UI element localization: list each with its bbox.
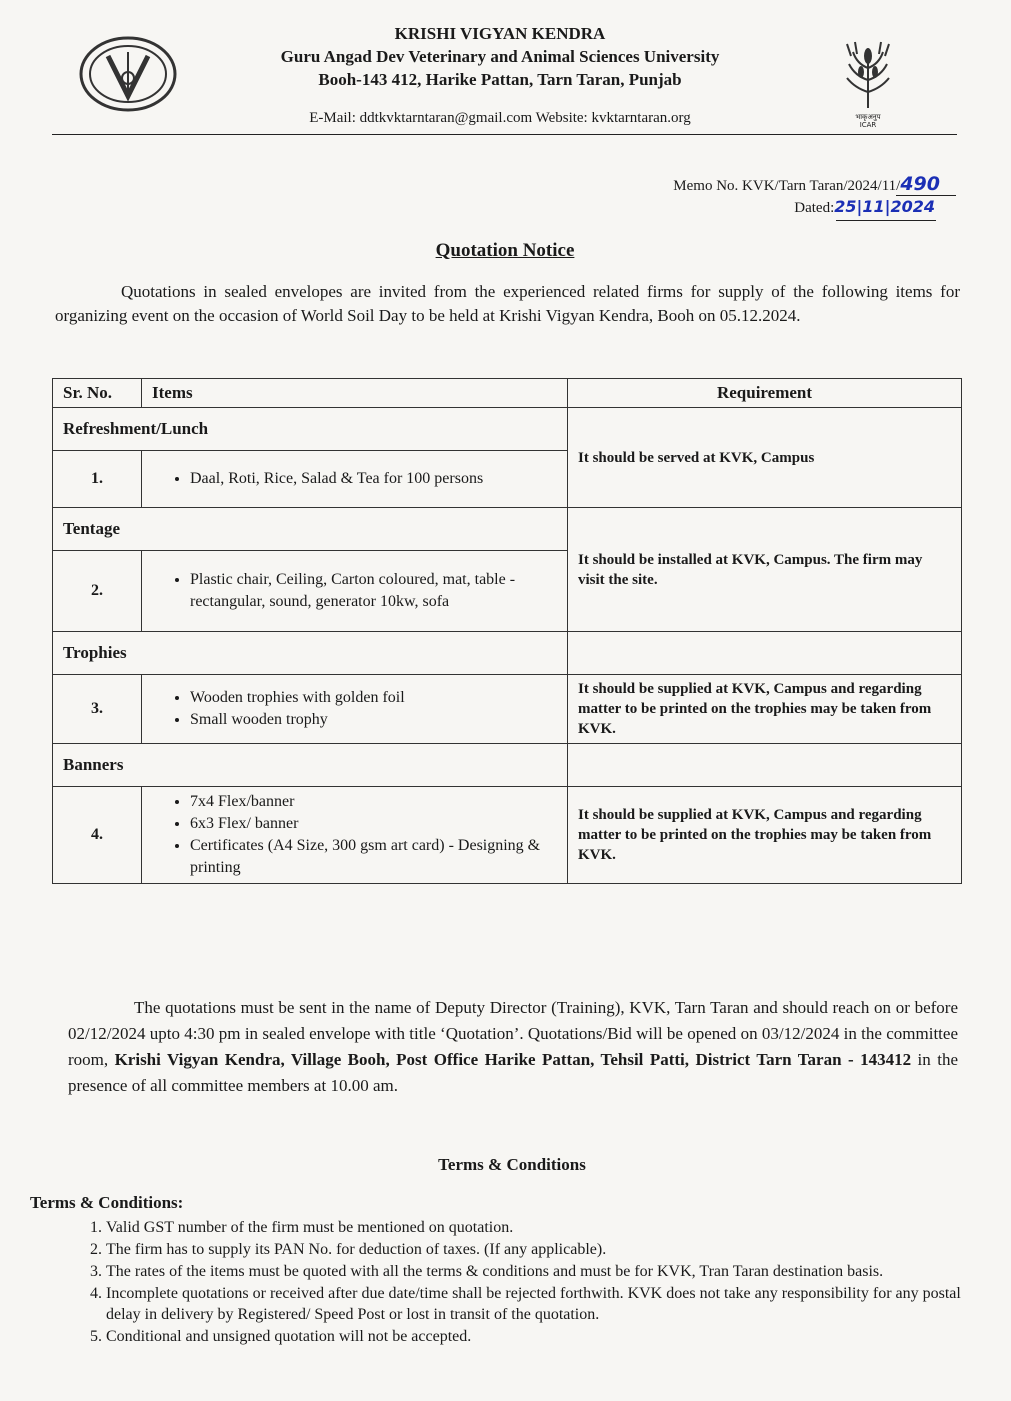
- items-cell: [142, 451, 568, 508]
- sr-no-cell: 3.: [53, 675, 142, 744]
- memo-number: Memo No. KVK/Tarn Taran/2024/11/490: [673, 173, 940, 195]
- list-item: • 7x4 Flex/banner: [190, 791, 557, 813]
- items-table: [52, 378, 962, 884]
- memo-number-handwritten: 490: [900, 173, 940, 195]
- header-items: Items: [142, 379, 568, 408]
- category-row: [53, 632, 962, 675]
- category-label: Tentage: [53, 508, 568, 551]
- org-name: KRISHI VIGYAN KENDRA: [394, 24, 606, 43]
- table-row: [53, 787, 962, 884]
- list-item: • 6x3 Flex/ banner: [190, 813, 557, 835]
- icar-label: भाकृअनुप ICAR: [855, 113, 881, 129]
- items-cell: [142, 787, 568, 884]
- university-name: Guru Angad Dev Veterinary and Animal Sciences University: [280, 47, 720, 66]
- items-cell: [142, 675, 568, 744]
- requirement-cell: It should be installed at KVK, Campus. The firm may visit the site.: [568, 508, 962, 632]
- date-handwritten: 25|11|2024: [834, 197, 935, 216]
- category-label: Trophies: [53, 632, 568, 675]
- empty-cell: [568, 632, 962, 675]
- term-item: 4. Incomplete quotations or received after due date/time shall be rejected forthwith. KVK does not take any responsibility for any postal delay in delivery by Registered/ Speed Post or lost in transit of the quotation.: [106, 1283, 996, 1325]
- table-row: [53, 675, 962, 744]
- list-item: • Small wooden trophy: [190, 709, 557, 731]
- category-row: [53, 408, 962, 451]
- university-logo: [78, 34, 178, 114]
- terms-heading-center: Terms & Conditions: [438, 1155, 586, 1174]
- table-header-row: [53, 379, 962, 408]
- sr-no-cell: 2.: [53, 551, 142, 632]
- intro-paragraph: Quotations in sealed envelopes are invited from the experienced related firms for supply of the following items for organizing event on the occasion of World Soil Day to be held at Krishi Vigyan Kendra, Booh on 05.12.2024.: [55, 282, 960, 325]
- list-item: • Daal, Roti, Rice, Salad & Tea for 100 persons: [190, 468, 557, 490]
- terms-list: [70, 1217, 996, 1348]
- sr-no-cell: 4.: [53, 787, 142, 884]
- term-item: 1. Valid GST number of the firm must be mentioned on quotation.: [106, 1217, 996, 1238]
- memo-underline: [896, 195, 956, 196]
- requirement-cell: It should be supplied at KVK, Campus and regarding matter to be printed on the trophies may be taken from KVK.: [568, 787, 962, 884]
- org-address: Booh-143 412, Harike Pattan, Tarn Taran, Punjab: [318, 70, 682, 89]
- requirement-cell: It should be supplied at KVK, Campus and regarding matter to be printed on the trophies may be taken from KVK.: [568, 675, 962, 744]
- term-item: 5. Conditional and unsigned quotation will not be accepted.: [106, 1326, 996, 1347]
- category-label: Banners: [53, 744, 568, 787]
- category-row: [53, 744, 962, 787]
- items-cell: [142, 551, 568, 632]
- header-divider: [52, 134, 957, 135]
- term-item: 3. The rates of the items must be quoted with all the terms & conditions and must be for KVK, Tran Taran destination basis.: [106, 1261, 996, 1282]
- venue-address: Krishi Vigyan Kendra, Village Booh, Post Office Harike Pattan, Tehsil Patti, District Tarn Taran - 143412: [114, 1050, 912, 1069]
- list-item: • Certificates (A4 Size, 300 gsm art card) - Designing & printing: [190, 835, 557, 879]
- submission-paragraph: The quotations must be sent in the name of Deputy Director (Training), KVK, Tarn Taran and should reach on or before 02/12/2024 upto 4:30 pm in sealed envelope with title ‘Quotation’. Quotations/Bid will be opened on 03/12/2024 in the committee room, Krishi Vigyan Kendra, Village Booh, Post Office Harike Pattan, Tehsil Patti, District Tarn Taran - 143412 in the presence of all committee members at 10.00 am.: [68, 998, 958, 1095]
- header-sr-no: Sr. No.: [53, 379, 142, 408]
- header-requirement: Requirement: [568, 379, 962, 408]
- category-row: [53, 508, 962, 551]
- list-item: • Wooden trophies with golden foil: [190, 687, 557, 709]
- memo-date: Dated:25|11|2024: [794, 197, 935, 216]
- empty-cell: [568, 744, 962, 787]
- notice-title: Quotation Notice: [435, 240, 575, 261]
- list-item: • Plastic chair, Ceiling, Carton coloured, mat, table - rectangular, sound, generator 10kw, sofa: [190, 569, 557, 613]
- category-label: Refreshment/Lunch: [53, 408, 568, 451]
- requirement-cell: It should be served at KVK, Campus: [568, 408, 962, 508]
- terms-heading: Terms & Conditions:: [30, 1193, 184, 1212]
- date-underline: [836, 220, 936, 221]
- contact-line: E-Mail: ddtkvktarntaran@gmail.com Website: kvktarntaran.org: [309, 110, 691, 126]
- sr-no-cell: 1.: [53, 451, 142, 508]
- term-item: 2. The firm has to supply its PAN No. for deduction of taxes. (If any applicable).: [106, 1239, 996, 1260]
